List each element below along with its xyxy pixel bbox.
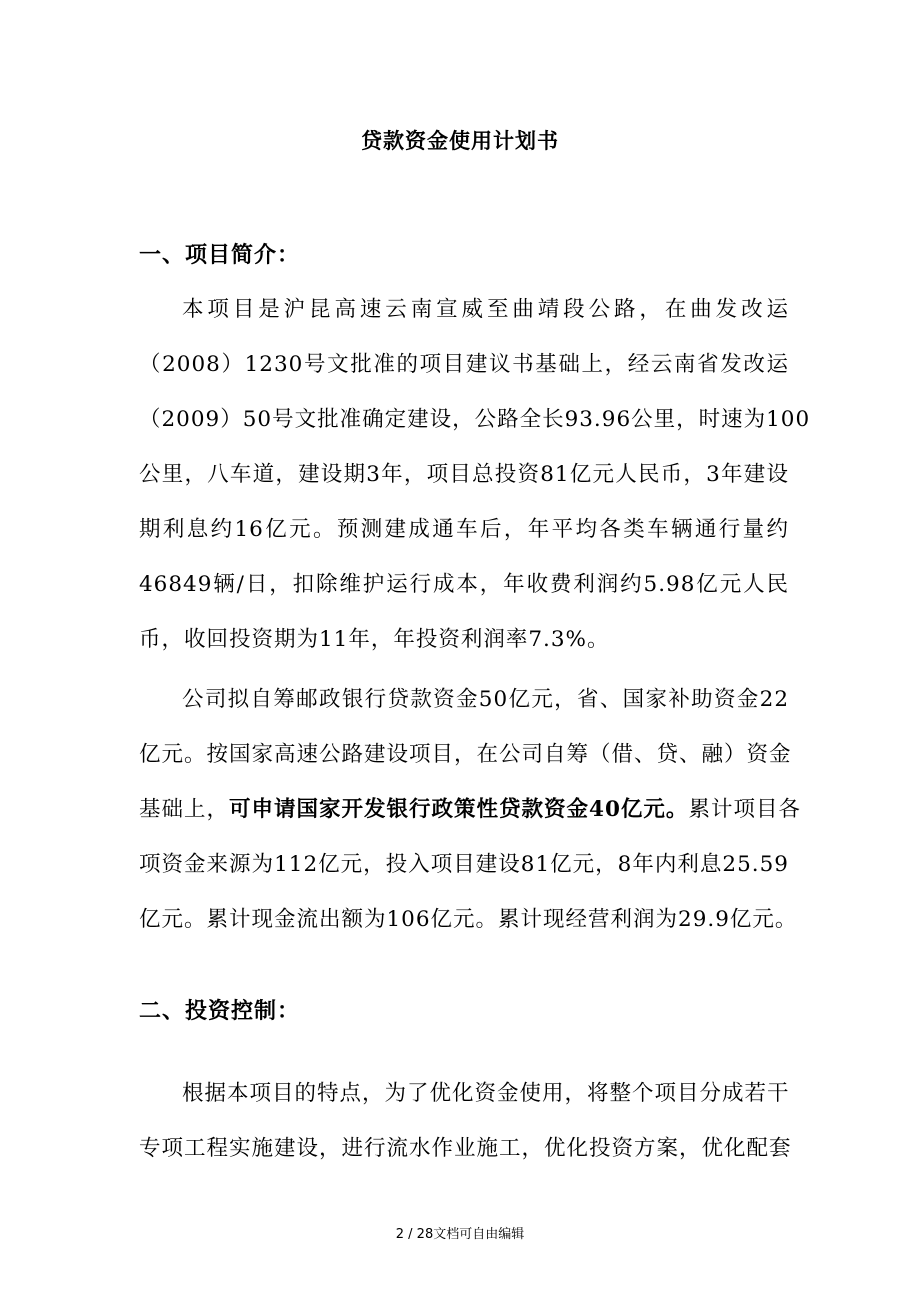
paragraph-line: 亿元。累计现金流出额为106亿元。累计现经营利润为29.9亿元。	[139, 907, 798, 932]
paragraph-line: 本项目是沪昆高速云南宣威至曲靖段公路，在曲发改运	[182, 297, 789, 322]
paragraph-line: （2008）1230号文批准的项目建议书基础上，经云南省发改运	[139, 352, 789, 377]
paragraph-line: 期利息约16亿元。预测建成通车后，年平均各类车辆通行量约	[139, 517, 789, 542]
paragraph-funding	[139, 672, 801, 947]
paragraph-line: 公司拟自筹邮政银行贷款资金50亿元，省、国家补助资金22	[182, 687, 789, 712]
paragraph-line: 根据本项目的特点，为了优化资金使用，将整个项目分成若干	[182, 1081, 790, 1106]
section-heading-investment-control: 二、投资控制：	[139, 998, 301, 1024]
paragraph-line: 币，收回投资期为11年，年投资利润率7.3%。	[139, 627, 610, 652]
page-footer: 2 / 28文档可自由编辑	[395, 1227, 525, 1242]
text-run: 基础上，	[139, 797, 230, 822]
paragraph-line: 46849辆/日，扣除维护运行成本，年收费利润约5.98亿元人民	[139, 572, 789, 597]
paragraph-project-intro	[139, 282, 811, 667]
section-heading-project-intro: 一、项目简介：	[139, 242, 301, 268]
text-run: 累计项目各	[688, 797, 801, 822]
document-title: 贷款资金使用计划书	[361, 128, 559, 153]
paragraph-line: 公里，八车道，建设期3年，项目总投资81亿元人民币，3年建设	[139, 462, 789, 487]
paragraph-investment-control	[139, 1066, 792, 1176]
paragraph-line-mixed	[139, 782, 801, 837]
bold-text-run: 可申请国家开发银行政策性贷款资金40亿元。	[229, 797, 689, 822]
paragraph-line: 专项工程实施建设，进行流水作业施工，优化投资方案，优化配套	[139, 1136, 792, 1161]
paragraph-line: （2009）50号文批准确定建设，公路全长93.96公里，时速为100	[139, 407, 811, 432]
paragraph-line: 亿元。按国家高速公路建设项目，在公司自筹（借、贷、融）资金	[139, 742, 792, 767]
paragraph-line: 项资金来源为112亿元，投入项目建设81亿元，8年内利息25.59	[139, 852, 789, 877]
